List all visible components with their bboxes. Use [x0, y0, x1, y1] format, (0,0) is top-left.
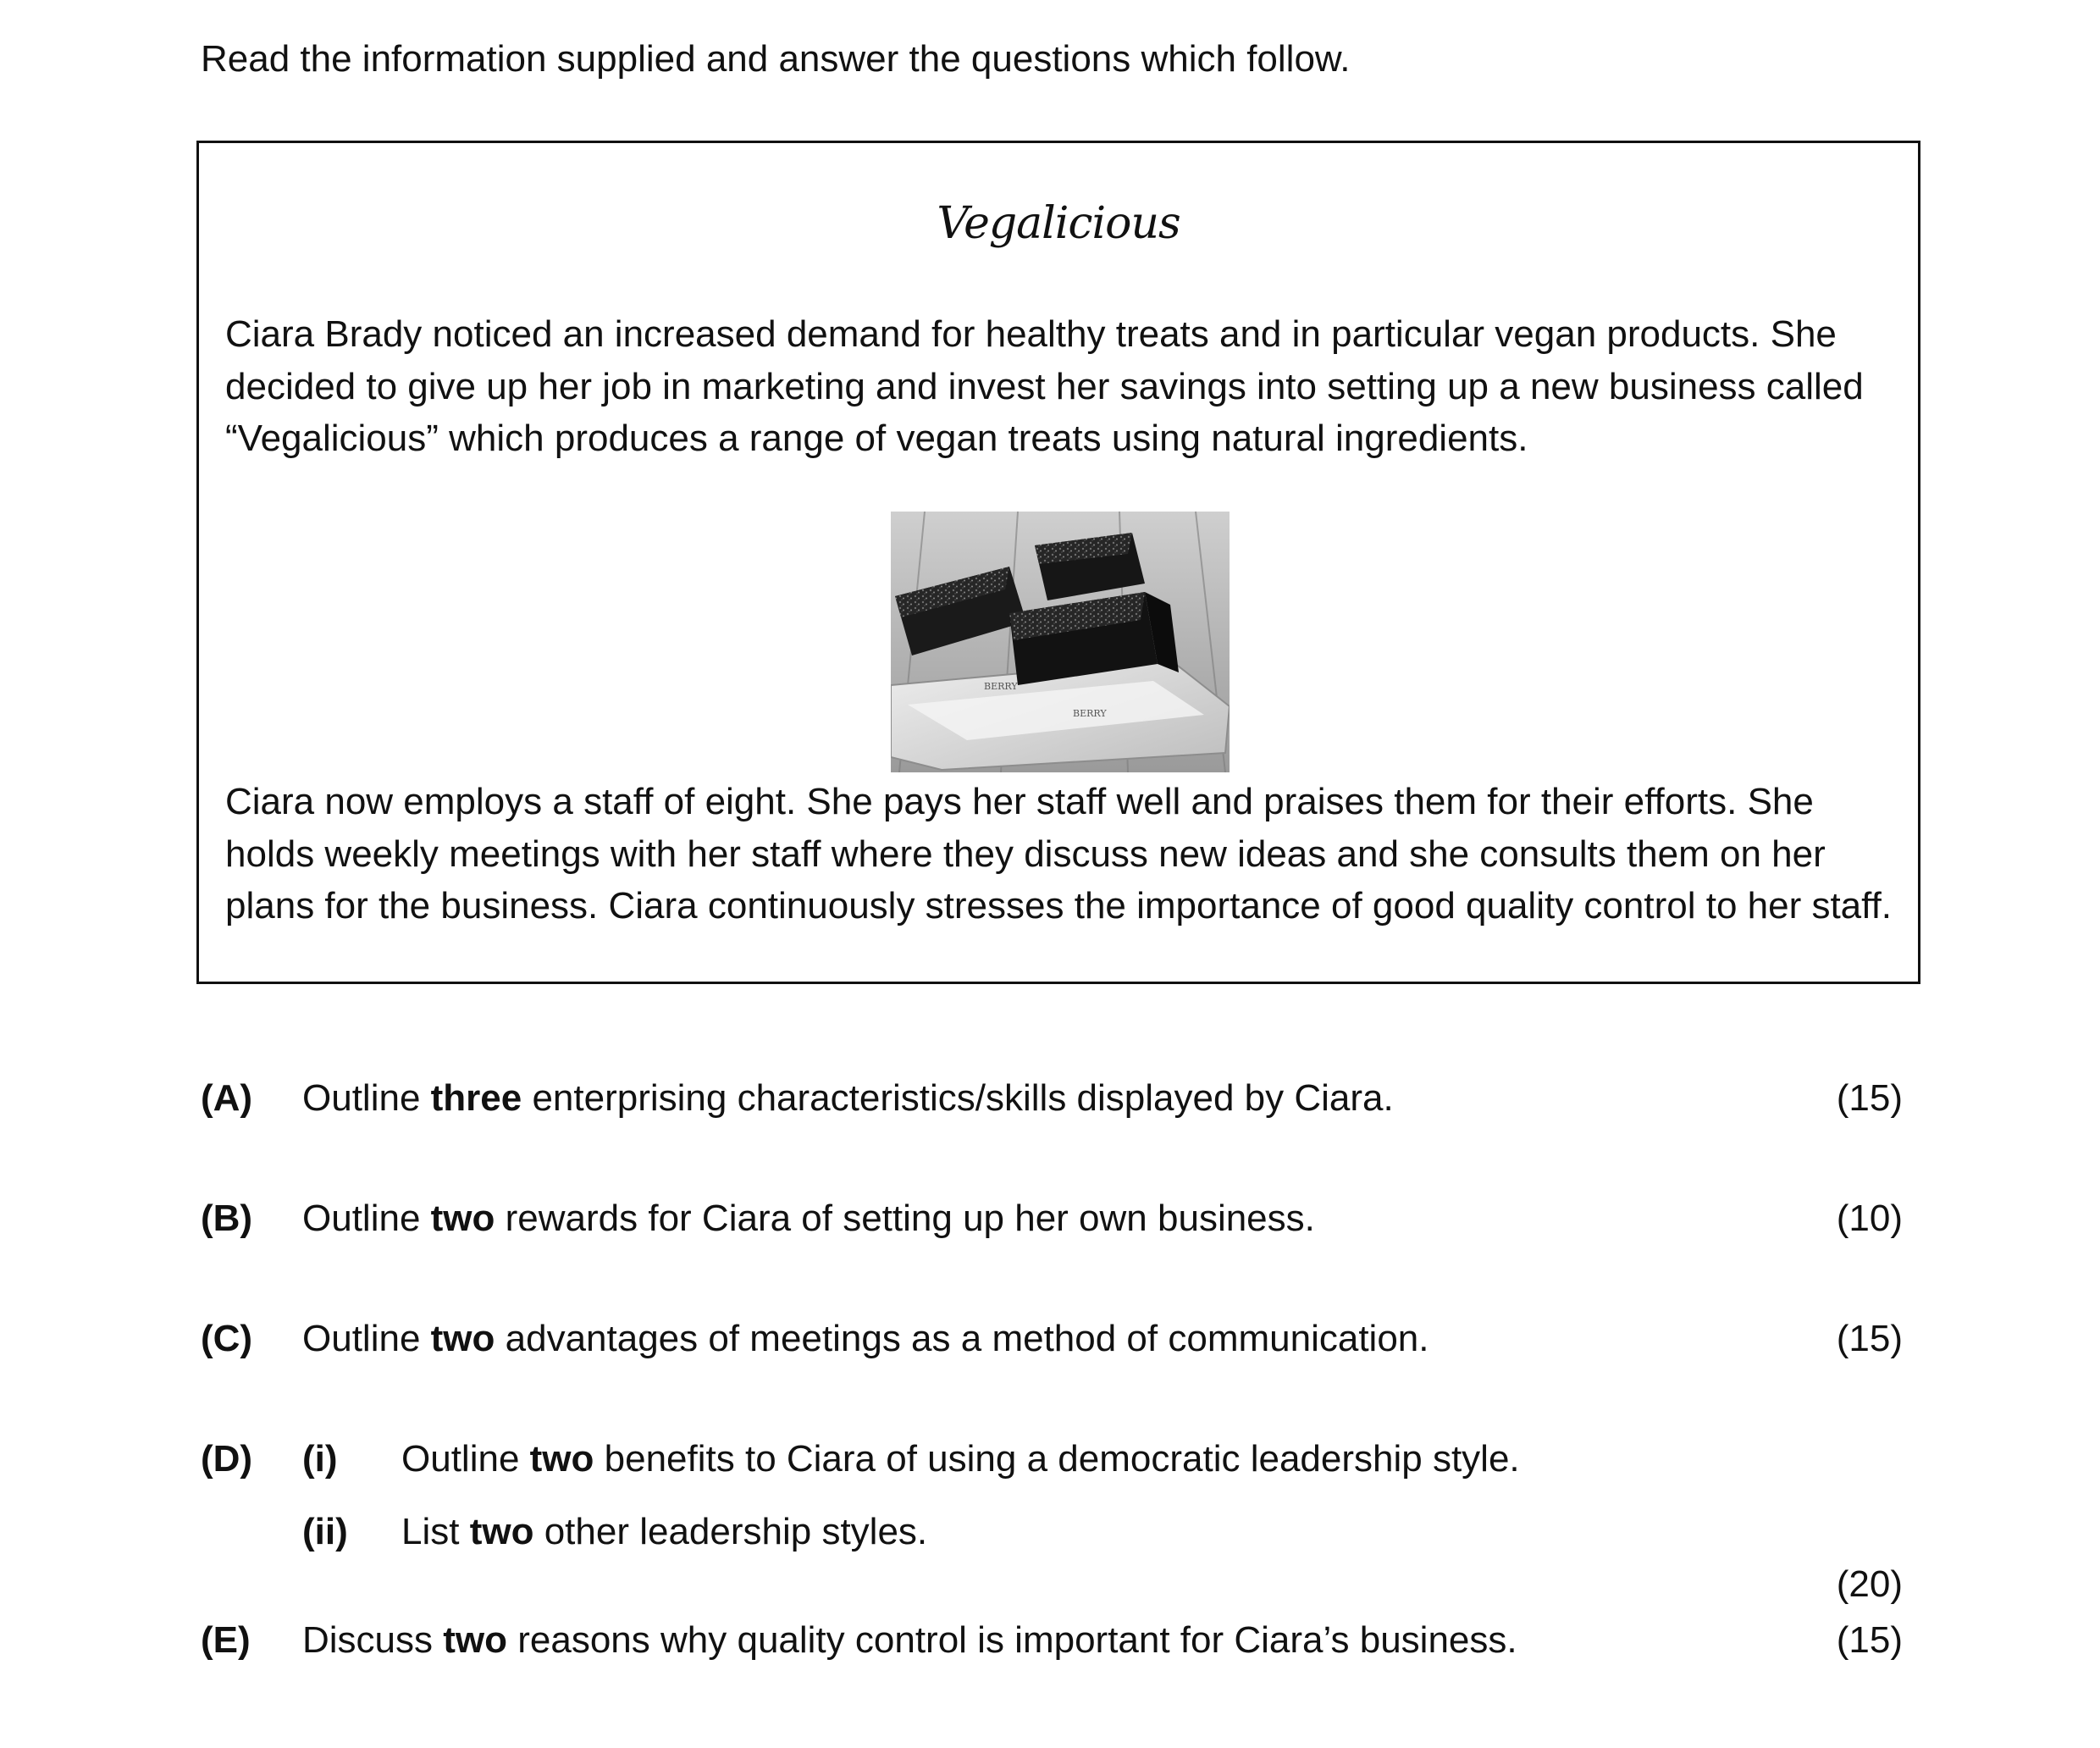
question-c-text: Outline two advantages of meetings as a method of communication.	[302, 1318, 1429, 1359]
question-b-text: Outline two rewards for Ciara of setting up her own business.	[302, 1198, 1315, 1239]
question-e-marks: (15)	[1836, 1619, 1903, 1661]
case-study-title: Vegalicious	[937, 198, 1180, 249]
question-e-text: Discuss two reasons why quality control is important for Ciara’s business.	[302, 1619, 1517, 1661]
question-e	[201, 1614, 1903, 1667]
question-c-marks: (15)	[1836, 1318, 1903, 1359]
case-study-paragraph-1: Ciara Brady noticed an increased demand for healthy treats and in particular vegan products. She decided to give up her job in marketing and invest her savings into setting up a new business called “Vegalicious” which produces a range of vegan treats using natural ingredients.	[225, 313, 1864, 459]
board-label-2: BERRY	[1073, 708, 1107, 719]
instructions: Read the information supplied and answer the questions which follow.	[201, 38, 1351, 80]
question-a-text: Outline three enterprising characteristics/skills displayed by Ciara.	[302, 1077, 1394, 1119]
question-c-letter: (C)	[201, 1318, 253, 1359]
question-b-marks: (10)	[1836, 1198, 1903, 1239]
question-d-ii-text: List two other leadership styles.	[401, 1511, 928, 1552]
question-d-marks-row	[201, 1558, 1903, 1611]
question-a	[201, 1072, 1903, 1125]
question-d-ii	[201, 1506, 1903, 1558]
question-e-letter: (E)	[201, 1619, 251, 1661]
question-d-i-text: Outline two benefits to Ciara of using a democratic leadership style.	[401, 1438, 1520, 1480]
question-d-ii-number: (ii)	[302, 1511, 348, 1552]
question-b	[201, 1192, 1903, 1245]
question-d-marks: (20)	[1836, 1563, 1903, 1605]
question-b-letter: (B)	[201, 1198, 253, 1239]
board-label-1: BERRY	[984, 681, 1018, 692]
case-study-paragraph-2: Ciara now employs a staff of eight. She pays her staff well and praises them for their efforts. She holds weekly meetings with her staff where they discuss new ideas and she consults them on her plans for the business. Ciara continuously stresses the importance of good quality control to her staff.	[225, 781, 1893, 927]
question-a-letter: (A)	[201, 1077, 253, 1119]
vegan-brownies-photo	[891, 512, 1230, 772]
question-c	[201, 1313, 1903, 1365]
case-study-box	[196, 141, 1920, 984]
question-d-i-number: (i)	[302, 1438, 338, 1480]
question-d-letter: (D)	[201, 1438, 253, 1480]
question-a-marks: (15)	[1836, 1077, 1903, 1119]
question-d-i	[201, 1433, 1903, 1485]
